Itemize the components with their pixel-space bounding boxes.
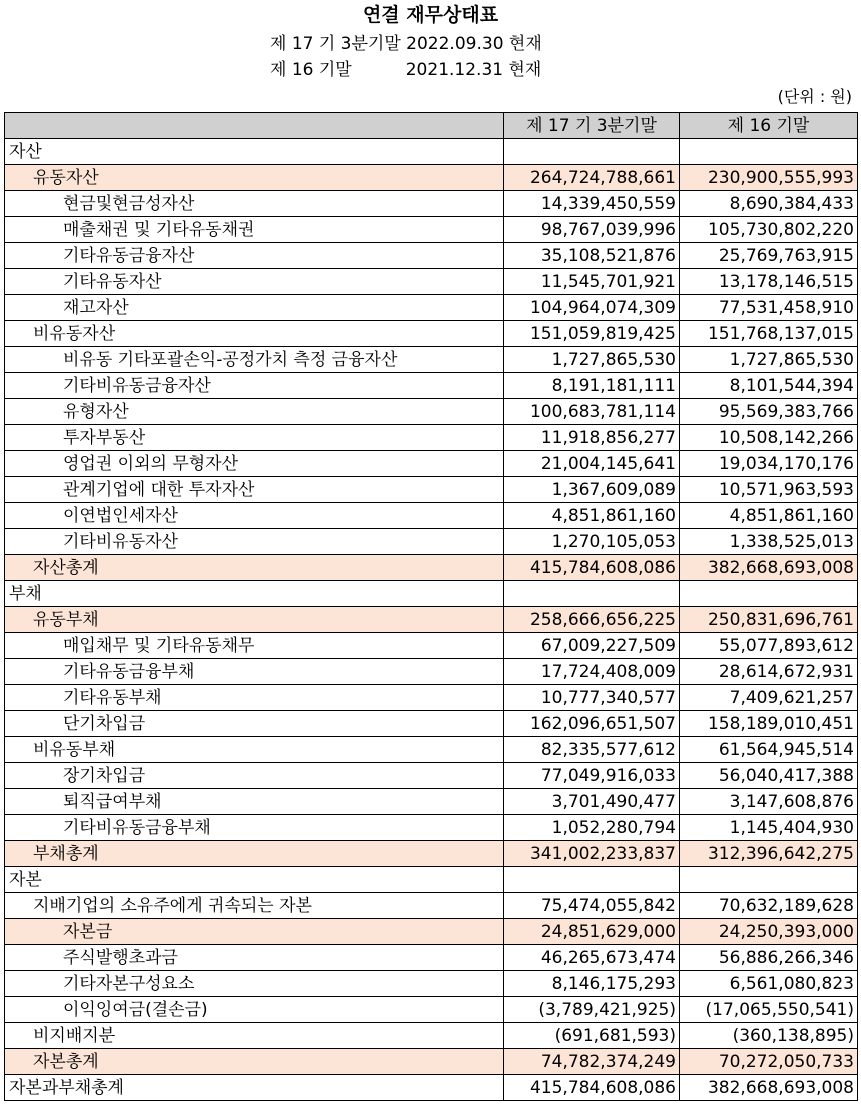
row-current-value: 1,052,280,794 bbox=[504, 815, 680, 841]
table-row bbox=[5, 425, 858, 451]
row-prior-value: 10,508,142,266 bbox=[680, 425, 858, 451]
table-row bbox=[5, 347, 858, 373]
row-current-value: 17,724,408,009 bbox=[504, 659, 680, 685]
row-prior-value: 10,571,963,593 bbox=[680, 477, 858, 503]
row-current-value: 21,004,145,641 bbox=[504, 451, 680, 477]
row-current-value: 98,767,039,996 bbox=[504, 217, 680, 243]
row-prior-value: 230,900,555,993 bbox=[680, 165, 858, 191]
row-prior-value: 8,101,544,394 bbox=[680, 373, 858, 399]
row-label: 유동부채 bbox=[5, 607, 504, 633]
row-label: 퇴직급여부채 bbox=[5, 789, 504, 815]
row-label: 기타유동부채 bbox=[5, 685, 504, 711]
row-prior-value: 312,396,642,275 bbox=[680, 841, 858, 867]
row-label: 자본금 bbox=[5, 919, 504, 945]
row-prior-value: 19,034,170,176 bbox=[680, 451, 858, 477]
header-prior-period: 제 16 기말 bbox=[680, 113, 858, 139]
table-row bbox=[5, 867, 858, 893]
row-prior-value: 382,668,693,008 bbox=[680, 555, 858, 581]
row-label: 기타비유동자산 bbox=[5, 529, 504, 555]
table-row bbox=[5, 737, 858, 763]
row-current-value: 82,335,577,612 bbox=[504, 737, 680, 763]
table-row bbox=[5, 1023, 858, 1049]
row-prior-value: 105,730,802,220 bbox=[680, 217, 858, 243]
row-current-value: 14,339,450,559 bbox=[504, 191, 680, 217]
row-prior-value: 56,040,417,388 bbox=[680, 763, 858, 789]
table-row bbox=[5, 555, 858, 581]
row-label: 유동자산 bbox=[5, 165, 504, 191]
table-row bbox=[5, 295, 858, 321]
row-label: 자산총계 bbox=[5, 555, 504, 581]
table-row bbox=[5, 399, 858, 425]
row-current-value: 415,784,608,086 bbox=[504, 1075, 680, 1101]
row-prior-value: 1,338,525,013 bbox=[680, 529, 858, 555]
row-label: 기타비유동금융부채 bbox=[5, 815, 504, 841]
row-prior-value: 95,569,383,766 bbox=[680, 399, 858, 425]
row-label: 기타유동자산 bbox=[5, 269, 504, 295]
table-row bbox=[5, 659, 858, 685]
row-current-value: 1,367,609,089 bbox=[504, 477, 680, 503]
row-label: 자본 bbox=[5, 867, 504, 893]
row-prior-value: 3,147,608,876 bbox=[680, 789, 858, 815]
table-row bbox=[5, 191, 858, 217]
row-label: 비유동부채 bbox=[5, 737, 504, 763]
row-current-value: 415,784,608,086 bbox=[504, 555, 680, 581]
table-row bbox=[5, 503, 858, 529]
row-label: 기타유동금융자산 bbox=[5, 243, 504, 269]
statement-title: 연결 재무상태표 bbox=[362, 4, 499, 26]
row-current-value: 1,270,105,053 bbox=[504, 529, 680, 555]
row-prior-value: 13,178,146,515 bbox=[680, 269, 858, 295]
row-current-value: 11,545,701,921 bbox=[504, 269, 680, 295]
row-current-value: 74,782,374,249 bbox=[504, 1049, 680, 1075]
table-row bbox=[5, 789, 858, 815]
row-label: 자본총계 bbox=[5, 1049, 504, 1075]
row-prior-value bbox=[680, 581, 858, 607]
row-current-value: 10,777,340,577 bbox=[504, 685, 680, 711]
row-label: 주식발행초과금 bbox=[5, 945, 504, 971]
row-label: 관계기업에 대한 투자자산 bbox=[5, 477, 504, 503]
table-row bbox=[5, 841, 858, 867]
row-current-value: 8,191,181,111 bbox=[504, 373, 680, 399]
table-row bbox=[5, 581, 858, 607]
row-prior-value: 70,632,189,628 bbox=[680, 893, 858, 919]
row-current-value bbox=[504, 139, 680, 165]
row-prior-value: 24,250,393,000 bbox=[680, 919, 858, 945]
row-prior-value: 56,886,266,346 bbox=[680, 945, 858, 971]
row-prior-value: 61,564,945,514 bbox=[680, 737, 858, 763]
row-current-value bbox=[504, 867, 680, 893]
table-row bbox=[5, 217, 858, 243]
row-prior-value: 7,409,621,257 bbox=[680, 685, 858, 711]
table-row bbox=[5, 243, 858, 269]
table-row bbox=[5, 711, 858, 737]
table-row bbox=[5, 477, 858, 503]
row-current-value: 264,724,788,661 bbox=[504, 165, 680, 191]
table-row bbox=[5, 165, 858, 191]
table-row bbox=[5, 919, 858, 945]
row-current-value: 162,096,651,507 bbox=[504, 711, 680, 737]
row-prior-value: (360,138,895) bbox=[680, 1023, 858, 1049]
row-prior-value: 151,768,137,015 bbox=[680, 321, 858, 347]
row-current-value: (3,789,421,925) bbox=[504, 997, 680, 1023]
row-prior-value: 1,145,404,930 bbox=[680, 815, 858, 841]
header-account bbox=[5, 113, 504, 139]
row-label: 장기차입금 bbox=[5, 763, 504, 789]
row-current-value bbox=[504, 581, 680, 607]
row-label: 재고자산 bbox=[5, 295, 504, 321]
table-row bbox=[5, 815, 858, 841]
row-label: 비지배지분 bbox=[5, 1023, 504, 1049]
row-label: 매출채권 및 기타유동채권 bbox=[5, 217, 504, 243]
row-prior-value: 77,531,458,910 bbox=[680, 295, 858, 321]
table-row bbox=[5, 607, 858, 633]
row-label: 영업권 이외의 무형자산 bbox=[5, 451, 504, 477]
row-label: 비유동자산 bbox=[5, 321, 504, 347]
row-current-value: 258,666,656,225 bbox=[504, 607, 680, 633]
table-row bbox=[5, 945, 858, 971]
row-label: 이연법인세자산 bbox=[5, 503, 504, 529]
table-body bbox=[5, 139, 858, 1101]
unit-label: (단위 : 원) bbox=[777, 87, 852, 106]
row-prior-value: 28,614,672,931 bbox=[680, 659, 858, 685]
period-prior: 제 16 기말 2021.12.31 현재 bbox=[270, 60, 542, 80]
row-label: 지배기업의 소유주에게 귀속되는 자본 bbox=[5, 893, 504, 919]
row-prior-value: 8,690,384,433 bbox=[680, 191, 858, 217]
table-header-row bbox=[5, 113, 858, 139]
row-prior-value: 250,831,696,761 bbox=[680, 607, 858, 633]
table-row bbox=[5, 373, 858, 399]
row-current-value: 100,683,781,114 bbox=[504, 399, 680, 425]
row-prior-value: 382,668,693,008 bbox=[680, 1075, 858, 1101]
row-current-value: 8,146,175,293 bbox=[504, 971, 680, 997]
row-label: 부채 bbox=[5, 581, 504, 607]
row-prior-value: 70,272,050,733 bbox=[680, 1049, 858, 1075]
row-label: 자본과부채총계 bbox=[5, 1075, 504, 1101]
row-current-value: 46,265,673,474 bbox=[504, 945, 680, 971]
row-prior-value: (17,065,550,541) bbox=[680, 997, 858, 1023]
row-current-value: 77,049,916,033 bbox=[504, 763, 680, 789]
period-current: 제 17 기 3분기말 2022.09.30 현재 bbox=[270, 34, 542, 54]
table-row bbox=[5, 893, 858, 919]
row-prior-value: 55,077,893,612 bbox=[680, 633, 858, 659]
row-current-value: 24,851,629,000 bbox=[504, 919, 680, 945]
row-prior-value: 4,851,861,160 bbox=[680, 503, 858, 529]
row-label: 현금및현금성자산 bbox=[5, 191, 504, 217]
table-row bbox=[5, 269, 858, 295]
row-prior-value: 25,769,763,915 bbox=[680, 243, 858, 269]
row-current-value: 341,002,233,837 bbox=[504, 841, 680, 867]
table-row bbox=[5, 763, 858, 789]
table-row bbox=[5, 971, 858, 997]
row-label: 투자부동산 bbox=[5, 425, 504, 451]
row-label: 유형자산 bbox=[5, 399, 504, 425]
row-label: 매입채무 및 기타유동채무 bbox=[5, 633, 504, 659]
row-label: 단기차입금 bbox=[5, 711, 504, 737]
row-label: 이익잉여금(결손금) bbox=[5, 997, 504, 1023]
row-label: 자산 bbox=[5, 139, 504, 165]
header-current-period: 제 17 기 3분기말 bbox=[504, 113, 680, 139]
balance-sheet-table bbox=[4, 112, 858, 1101]
row-current-value: 35,108,521,876 bbox=[504, 243, 680, 269]
row-current-value: 67,009,227,509 bbox=[504, 633, 680, 659]
table-row bbox=[5, 139, 858, 165]
row-prior-value: 1,727,865,530 bbox=[680, 347, 858, 373]
table-row bbox=[5, 1049, 858, 1075]
row-label: 부채총계 bbox=[5, 841, 504, 867]
row-current-value: 4,851,861,160 bbox=[504, 503, 680, 529]
table-row bbox=[5, 997, 858, 1023]
row-prior-value: 6,561,080,823 bbox=[680, 971, 858, 997]
table-row bbox=[5, 321, 858, 347]
table-row bbox=[5, 633, 858, 659]
table-row bbox=[5, 1075, 858, 1101]
row-prior-value bbox=[680, 867, 858, 893]
row-current-value: 3,701,490,477 bbox=[504, 789, 680, 815]
row-current-value: 1,727,865,530 bbox=[504, 347, 680, 373]
row-current-value: 75,474,055,842 bbox=[504, 893, 680, 919]
row-current-value: 151,059,819,425 bbox=[504, 321, 680, 347]
row-current-value: 11,918,856,277 bbox=[504, 425, 680, 451]
table-row bbox=[5, 529, 858, 555]
row-current-value: 104,964,074,309 bbox=[504, 295, 680, 321]
row-label: 기타자본구성요소 bbox=[5, 971, 504, 997]
row-current-value: (691,681,593) bbox=[504, 1023, 680, 1049]
row-prior-value bbox=[680, 139, 858, 165]
table-row bbox=[5, 685, 858, 711]
row-prior-value: 158,189,010,451 bbox=[680, 711, 858, 737]
table-row bbox=[5, 451, 858, 477]
row-label: 비유동 기타포괄손익-공정가치 측정 금융자산 bbox=[5, 347, 504, 373]
row-label: 기타유동금융부채 bbox=[5, 659, 504, 685]
row-label: 기타비유동금융자산 bbox=[5, 373, 504, 399]
